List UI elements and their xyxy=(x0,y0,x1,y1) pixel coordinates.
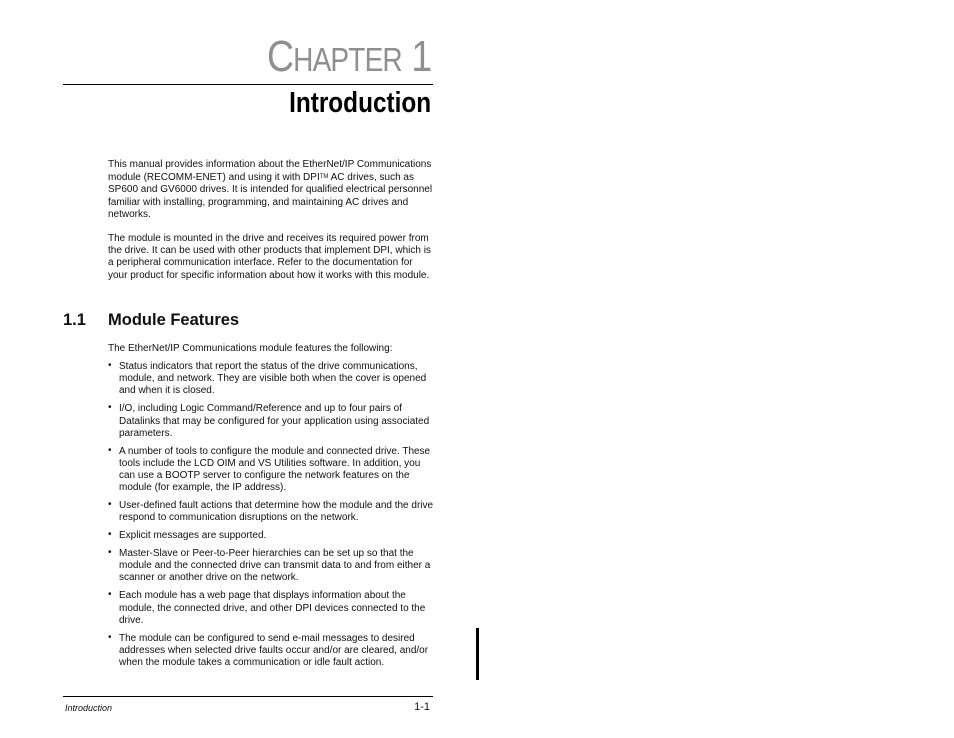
bullet-icon: • xyxy=(108,547,112,559)
section-number: 1.1 xyxy=(63,311,86,329)
bullet-icon: • xyxy=(108,444,112,456)
bullet-icon: • xyxy=(108,499,112,511)
change-bar xyxy=(476,628,479,680)
list-item xyxy=(108,590,434,627)
section-heading xyxy=(63,310,239,330)
list-item-text: User-defined fault actions that determine how the module and the drive respond to communication disruptions on the network. xyxy=(119,500,434,524)
page-title: Introduction xyxy=(288,87,431,119)
bullet-icon: • xyxy=(108,589,112,601)
list-item xyxy=(108,500,434,524)
bullet-icon: • xyxy=(108,631,112,643)
section-title: Module Features xyxy=(108,311,240,329)
list-item-text: The module can be configured to send e-mail messages to desired addresses when selected drive faults occur and/or are cleared, and/or when the module takes a communication or idle fault action. xyxy=(119,632,429,669)
intro-paragraph-1 xyxy=(108,159,434,221)
list-item-text: Status indicators that report the status of the drive communications, module, and network. They are visible both when the cover is opened and when it is closed. xyxy=(119,361,427,397)
title-rule xyxy=(63,84,433,85)
list-item xyxy=(108,403,434,440)
chapter-label xyxy=(266,32,431,81)
bullet-icon: • xyxy=(108,402,112,414)
list-item xyxy=(108,446,434,495)
bullet-icon: • xyxy=(108,360,112,371)
chapter-first-letter: C xyxy=(266,32,293,81)
list-item-text: I/O, including Logic Command/Reference and up to four pairs of Datalinks that may be configured for your application using associated parameters. xyxy=(119,403,430,439)
feature-list xyxy=(108,361,434,675)
bullet-icon: • xyxy=(108,529,112,541)
page-number: 1-1 xyxy=(414,701,430,713)
list-item-text: Each module has a web page that displays information about the module, the connected drive, and other DPI devices connected to the drive. xyxy=(119,590,426,626)
section-intro: The EtherNet/IP Communications module features the following: xyxy=(108,343,393,354)
list-item-text: Master-Slave or Peer-to-Peer hierarchies can be set up so that the module and the connected drive can transmit data to and from either a scanner or another drive on the network. xyxy=(119,548,431,584)
intro-paragraph-1-start: This manual provides information about the EtherNet/IP Communications module (RECOMM-ENET) and using it with DPI xyxy=(108,159,432,184)
list-item xyxy=(108,361,434,398)
list-item-text: Explicit messages are supported. xyxy=(119,530,267,542)
list-item xyxy=(108,530,434,542)
list-item-text: A number of tools to configure the module and connected drive. These tools include the LCD OIM and VS Utilities software. In addition, you can use a BOOTP server to configure the network features on the module (for example, the IP address). xyxy=(119,445,431,494)
list-item xyxy=(108,548,434,585)
trademark-mark: TM xyxy=(319,174,329,181)
footer-rule xyxy=(63,696,433,697)
chapter-number: 1 xyxy=(411,32,431,81)
footer-title: Introduction xyxy=(65,703,113,713)
intro-paragraph-1-end: AC drives, such as SP600 and GV6000 drives. It is intended for qualified electrical personnel familiar with installing, programming, and maintaining AC drives and networks. xyxy=(108,172,433,220)
chapter-word: HAPTER xyxy=(292,41,402,78)
intro-paragraph-2: The module is mounted in the drive and receives its required power from the drive. It can be used with other products that implement DPI, which is a peripheral communication interface. Refer to the documentation for your product for specific information about how it works with this module. xyxy=(108,233,431,281)
list-item xyxy=(108,633,434,670)
